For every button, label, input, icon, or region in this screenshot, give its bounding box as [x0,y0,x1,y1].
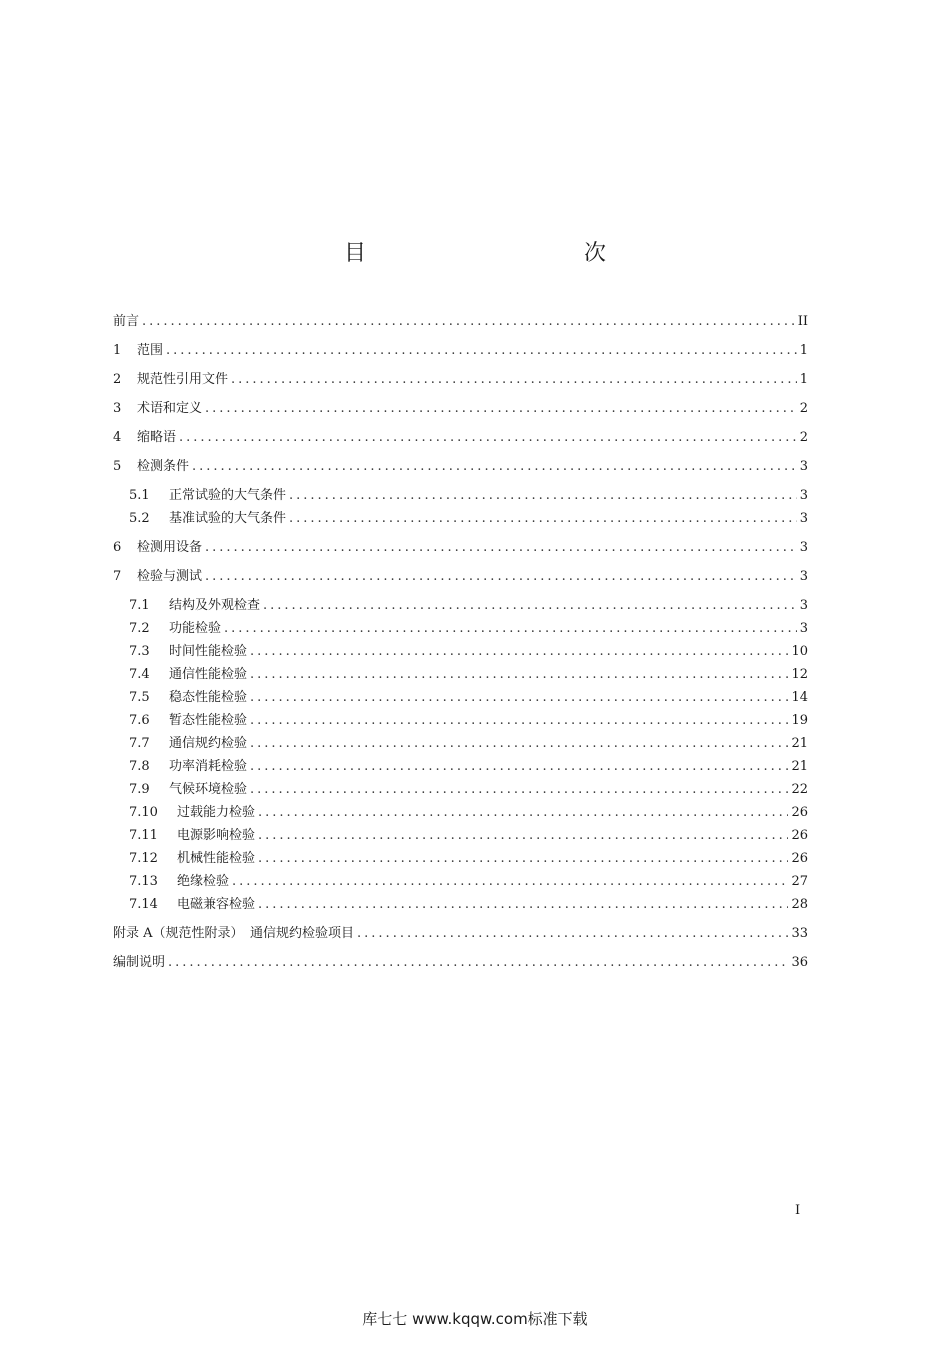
toc-entry-number: 7.12 [129,851,158,866]
toc-leader-dots [250,780,788,800]
toc-entry-page: 14 [791,690,808,705]
toc-entry-page: 3 [799,511,808,526]
toc-leader-dots [250,711,788,731]
toc-entry-label: 基准试验的大气条件 [169,511,287,526]
toc-entry-page: 2 [799,401,808,416]
toc-entry-label: 稳态性能检验 [169,690,248,705]
toc-entry-page: 21 [791,736,808,751]
toc-entry-number: 7.13 [129,874,158,889]
toc-entry-number: 7.6 [129,713,150,728]
toc-entry-number: 7.11 [129,828,158,843]
toc-entry-7-11[interactable] [113,826,808,846]
toc-entry-label: 编制说明 [113,955,166,970]
toc-entry-label: 通信规约检验 [169,736,248,751]
toc-entry-label: 检测条件 [137,459,190,474]
toc-entry-page: 3 [799,540,808,555]
table-of-contents [113,310,808,973]
toc-leader-dots [168,953,788,973]
toc-entry-number: 7.8 [129,759,150,774]
toc-entry-page: 3 [799,459,808,474]
toc-entry-number: 1 [113,343,122,358]
toc-entry-number: 7 [113,569,122,584]
toc-entry-page: 33 [791,926,808,941]
toc-entry-number: 7.2 [129,621,150,636]
toc-leader-dots [258,895,788,915]
toc-entry-6[interactable] [113,538,808,558]
toc-leader-dots [258,803,788,823]
toc-entry-label: 机械性能检验 [177,851,256,866]
toc-entry-label: 检测用设备 [137,540,203,555]
toc-entry-label: 气候环境检验 [169,782,248,797]
toc-entry-7[interactable] [113,567,808,587]
toc-leader-dots [179,428,797,448]
toc-entry-7-1[interactable] [113,596,808,616]
toc-entry-label: 绝缘检验 [177,874,230,889]
toc-entry-7-3[interactable] [113,642,808,662]
toc-entry-number: 3 [113,401,122,416]
toc-leader-dots [142,312,795,332]
toc-entry-page: 3 [799,569,808,584]
toc-entry-label: 功率消耗检验 [169,759,248,774]
toc-leader-dots [250,757,788,777]
toc-leader-dots [166,341,797,361]
toc-entry-label: 暂态性能检验 [169,713,248,728]
toc-entry-label: 规范性引用文件 [137,372,229,387]
page-title: 目 次 [343,241,664,266]
toc-entry-explanation[interactable] [113,953,808,973]
toc-entry-7-13[interactable] [113,872,808,892]
toc-entry-page: 26 [791,805,808,820]
toc-leader-dots [258,849,788,869]
toc-entry-number: 7.3 [129,644,150,659]
toc-entry-7-9[interactable] [113,780,808,800]
toc-entry-label: 通信性能检验 [169,667,248,682]
toc-entry-page: 21 [791,759,808,774]
toc-entry-7-10[interactable] [113,803,808,823]
toc-entry-label: 过载能力检验 [177,805,256,820]
toc-entry-annex-a[interactable] [113,924,808,944]
toc-entry-number: 6 [113,540,122,555]
page-number: I [795,1203,801,1218]
toc-entry-7-5[interactable] [113,688,808,708]
toc-entry-label: 正常试验的大气条件 [169,488,287,503]
toc-leader-dots [224,619,797,639]
toc-leader-dots [231,370,797,390]
toc-entry-label: 附录 A（规范性附录） 通信规约检验项目 [113,926,355,941]
toc-leader-dots [258,826,788,846]
toc-entry-7-2[interactable] [113,619,808,639]
toc-entry-number: 5.2 [129,511,150,526]
toc-entry-label: 前言 [113,314,140,329]
toc-entry-number: 7.7 [129,736,150,751]
toc-entry-number: 7.10 [129,805,158,820]
toc-entry-label: 检验与测试 [137,569,203,584]
toc-entry-number: 4 [113,430,122,445]
toc-entry-number: 7.4 [129,667,150,682]
toc-entry-number: 5.1 [129,488,150,503]
footer-watermark: 库七七 www.kqqw.com标准下载 [362,1310,588,1328]
toc-entry-page: 19 [791,713,808,728]
toc-entry-page: 26 [791,851,808,866]
toc-leader-dots [250,642,788,662]
toc-leader-dots [250,734,788,754]
toc-entry-page: II [797,314,808,329]
toc-entry-page: 10 [791,644,808,659]
toc-entry-label: 术语和定义 [137,401,203,416]
toc-leader-dots [357,924,788,944]
toc-entry-page: 2 [799,430,808,445]
toc-entry-number: 7.14 [129,897,158,912]
toc-leader-dots [263,596,797,616]
toc-entry-number: 7.5 [129,690,150,705]
toc-entry-number: 2 [113,372,122,387]
toc-entry-page: 26 [791,828,808,843]
toc-entry-1[interactable] [113,341,808,361]
toc-entry-7-12[interactable] [113,849,808,869]
toc-entry-page: 3 [799,621,808,636]
toc-entry-2[interactable] [113,370,808,390]
toc-entry-3[interactable] [113,399,808,419]
toc-entry-page: 22 [791,782,808,797]
toc-entry-number: 7.9 [129,782,150,797]
toc-entry-7-7[interactable] [113,734,808,754]
toc-entry-4[interactable] [113,428,808,448]
toc-entry-7-14[interactable] [113,895,808,915]
toc-entry-label: 电源影响检验 [177,828,256,843]
toc-leader-dots [192,457,797,477]
toc-entry-label: 缩略语 [137,430,177,445]
toc-entry-7-8[interactable] [113,757,808,777]
toc-entry-page: 3 [799,488,808,503]
toc-entry-page: 36 [791,955,808,970]
toc-leader-dots [205,399,797,419]
toc-leader-dots [289,486,797,506]
toc-entry-page: 28 [791,897,808,912]
toc-entry-number: 7.1 [129,598,150,613]
toc-entry-label: 电磁兼容检验 [177,897,256,912]
toc-entry-page: 1 [799,343,808,358]
toc-entry-page: 1 [799,372,808,387]
toc-entry-5-1[interactable] [113,486,808,506]
toc-leader-dots [250,688,788,708]
toc-leader-dots [232,872,788,892]
toc-entry-7-6[interactable] [113,711,808,731]
toc-leader-dots [205,538,797,558]
toc-leader-dots [205,567,797,587]
toc-leader-dots [250,665,788,685]
toc-entry-foreword[interactable] [113,312,808,332]
toc-entry-label: 功能检验 [169,621,222,636]
toc-entry-page: 12 [791,667,808,682]
toc-entry-page: 27 [791,874,808,889]
toc-entry-5[interactable] [113,457,808,477]
toc-entry-label: 时间性能检验 [169,644,248,659]
toc-entry-label: 结构及外观检查 [169,598,261,613]
toc-entry-page: 3 [799,598,808,613]
toc-entry-5-2[interactable] [113,509,808,529]
toc-entry-7-4[interactable] [113,665,808,685]
toc-entry-number: 5 [113,459,122,474]
toc-entry-label: 范围 [137,343,164,358]
toc-leader-dots [289,509,797,529]
